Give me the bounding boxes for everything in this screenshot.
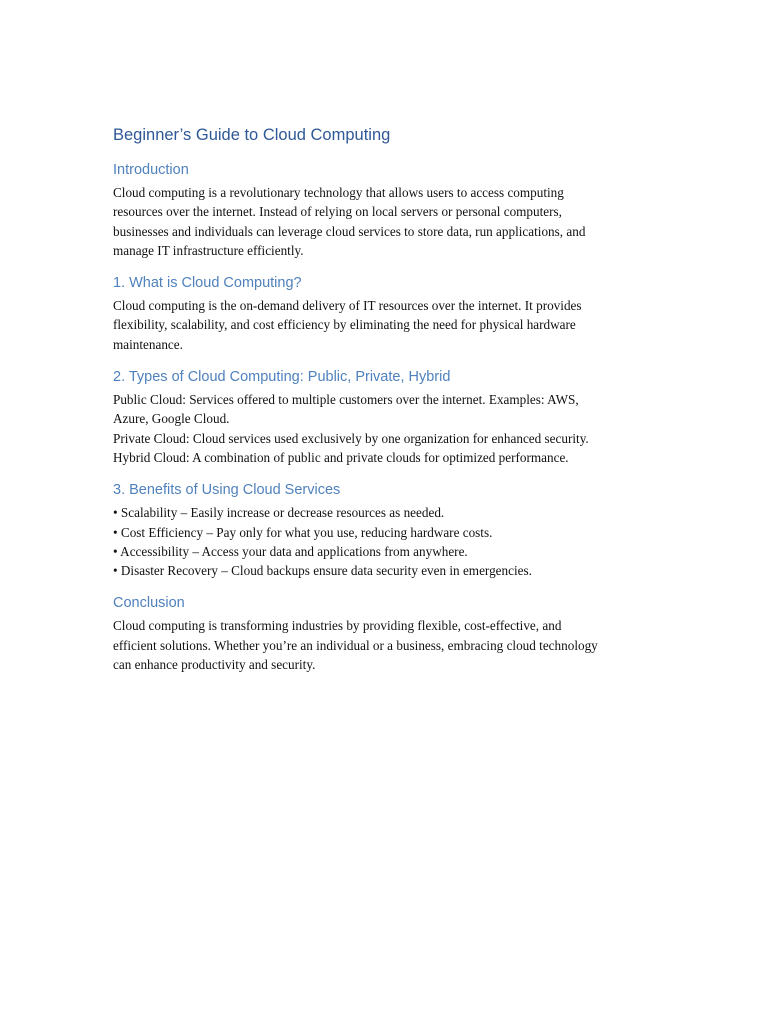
- text-line: resources over the internet. Instead of relying on local servers or personal computers,: [113, 204, 562, 220]
- text-line: Private Cloud: Cloud services used exclusively by one organization for enhanced security.: [113, 430, 589, 446]
- text-line: maintenance.: [113, 336, 183, 352]
- section-conclusion: [113, 593, 658, 674]
- section-body: [113, 183, 658, 260]
- list-item: • Disaster Recovery – Cloud backups ensure data security even in emergencies.: [113, 563, 532, 579]
- section-types: [113, 367, 658, 467]
- text-line: manage IT infrastructure efficiently.: [113, 242, 304, 258]
- document-title: Beginner’s Guide to Cloud Computing: [113, 126, 391, 144]
- list-item: • Cost Efficiency – Pay only for what you use, reducing hardware costs.: [113, 524, 493, 540]
- document-page: [113, 124, 658, 687]
- text-line: Azure, Google Cloud.: [113, 411, 230, 427]
- section-introduction: [113, 160, 658, 260]
- text-line: Public Cloud: Services offered to multiple customers over the internet. Examples: AWS,: [113, 392, 579, 408]
- section-heading: 2. Types of Cloud Computing: Public, Private, Hybrid: [113, 369, 451, 386]
- text-line: efficient solutions. Whether you’re an individual or a business, embracing cloud technology: [113, 637, 598, 653]
- text-line: Cloud computing is transforming industries by providing flexible, cost-effective, and: [113, 618, 562, 634]
- list-item: • Accessibility – Access your data and applications from anywhere.: [113, 543, 468, 559]
- text-line: Cloud computing is the on-demand delivery of IT resources over the internet. It provides: [113, 298, 582, 314]
- text-line: Cloud computing is a revolutionary technology that allows users to access computing: [113, 185, 564, 200]
- section-what-is-cloud: [113, 273, 658, 354]
- section-benefits: [113, 480, 658, 580]
- text-line: businesses and individuals can leverage cloud services to store data, run applications, and: [113, 223, 586, 239]
- section-heading: 3. Benefits of Using Cloud Services: [113, 482, 341, 499]
- section-heading: Introduction: [113, 162, 189, 178]
- list-item: • Scalability – Easily increase or decrease resources as needed.: [113, 505, 445, 521]
- text-line: Hybrid Cloud: A combination of public and private clouds for optimized performance.: [113, 449, 569, 465]
- section-heading: 1. What is Cloud Computing?: [113, 275, 302, 292]
- text-line: can enhance productivity and security.: [113, 657, 316, 673]
- section-body: [113, 390, 658, 467]
- text-line: flexibility, scalability, and cost efficiency by eliminating the need for physical hardware: [113, 317, 576, 333]
- section-body: [113, 616, 658, 674]
- section-heading: Conclusion: [113, 595, 185, 612]
- bullet-list: [113, 503, 658, 580]
- section-body: [113, 296, 658, 354]
